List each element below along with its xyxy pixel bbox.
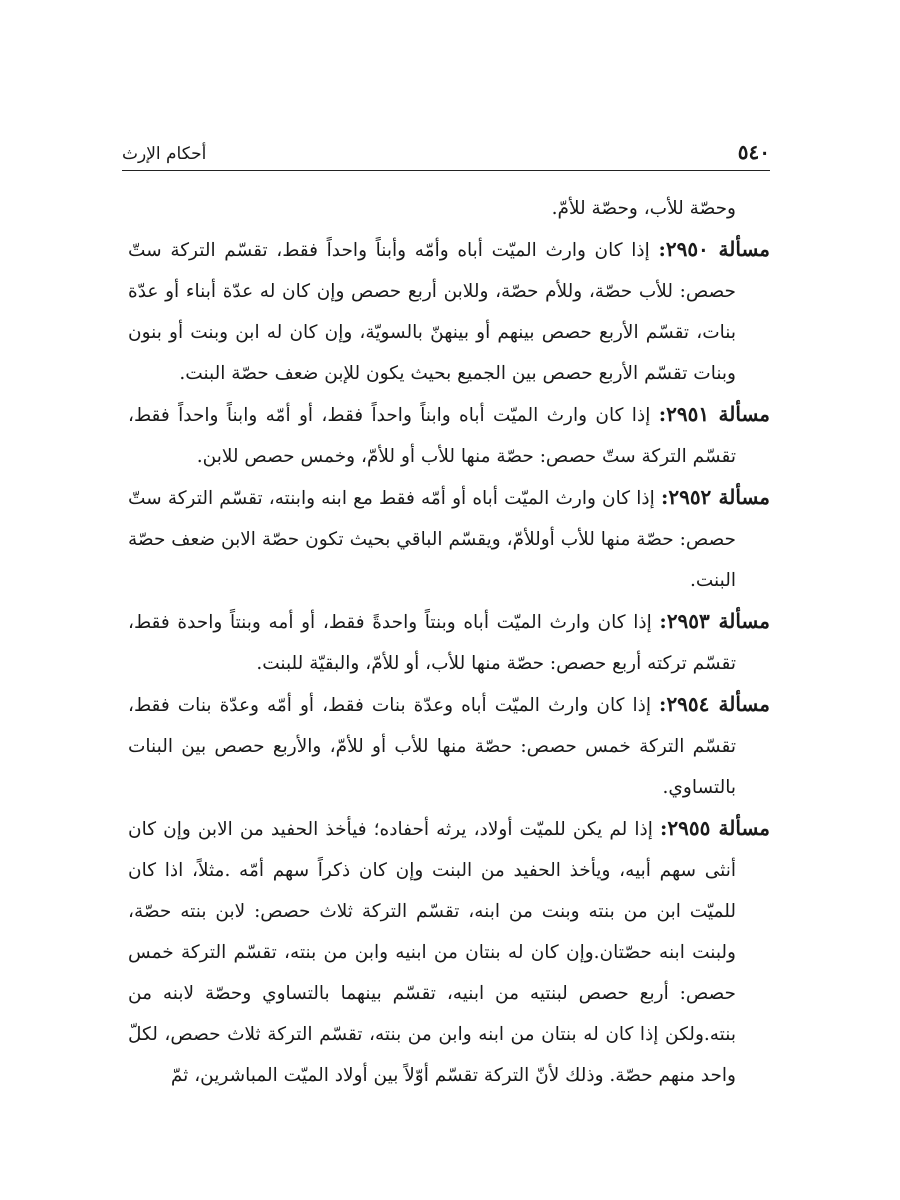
paragraph — [128, 477, 770, 601]
body-text — [128, 188, 770, 1096]
paragraph-text: إذا كان وارث الميّت أباه وابناً واحداً فقط، أو أمّه وابناً واحداً فقط، تقسّم التركة ستّ حصص: حصّة منها للأب أو للأمّ، وخمس حصص للابن. — [128, 405, 736, 467]
issue-label: مسألة ٢٩٥٤: — [659, 692, 770, 716]
issue-label: مسألة ٢٩٥٣: — [659, 609, 770, 633]
paragraph — [128, 394, 770, 477]
issue-label: مسألة ٢٩٥٥: — [660, 816, 771, 840]
paragraph-text: إذا كان وارث الميّت أباه أو أمّه فقط مع ابنه وابنته، تقسّم التركة ستّ حصص: حصّة منها للأب أوللأمّ، ويقسّم الباقي بحيث تكون حصّة الابن ضعف حصّة البنت. — [128, 488, 736, 591]
paragraph-text: إذا كان وارث الميّت أباه وبنتاً واحدةً فقط، أو أمه وبنتاً واحدة فقط، تقسّم تركته أربع حصص: حصّة منها للأب، أو للأمّ، والبقيّة للبنت. — [128, 612, 736, 674]
issue-label: مسألة ٢٩٥١: — [658, 402, 770, 426]
paragraph-text: إذا كان وارث الميّت أباه وأمّه وأبناً واحداً فقط، تقسّم التركة ستّ حصص: للأب حصّة، وللأم حصّة، وللابن أربع حصص وإن كان له عدّة أبناء أو عدّة بنات، تقسّم الأربع حصص بينهم أو بينهنّ بالسويّة، وإن كان له ابن وبنت أو بنون وبنات تقسّم الأربع حصص بين الجميع بحيث يكون للإبن ضعف حصّة البنت. — [128, 240, 736, 384]
paragraph — [128, 229, 770, 394]
issue-label: مسألة ٢٩٥٠: — [658, 237, 771, 261]
running-head: أحكام الإرث — [122, 144, 207, 164]
issue-label: مسألة ٢٩٥٢: — [660, 485, 771, 509]
paragraph-text: إذا كان وارث الميّت أباه وعدّة بنات فقط، أو أمّه وعدّة بنات فقط، تقسّم التركة خمس حصص: حصّة منها للأب أو للأمّ، والأربع حصص بين البنات بالتساوي. — [128, 695, 736, 798]
paragraph-text: وحصّة للأب، وحصّة للأمّ. — [551, 198, 736, 219]
paragraph — [128, 808, 770, 1096]
paragraph — [128, 684, 770, 808]
paragraph-text: إذا لم يكن للميّت أولاد، يرثه أحفاده؛ فيأخذ الحفيد من الابن وإن كان أنثى سهم أبيه، ويأخذ الحفيد من البنت وإن كان ذكراً سهم أمّه .مثلاً، اذا كان للميّت ابن من بنته وبنت من ابنه، تقسّم التركة ثلاث حصص: لابن بنته حصّة، ولبنت ابنه حصّتان.وإن كان له بنتان من ابنيه وابن من بنته، تقسّم التركة خمس حصص: أربع حصص لبنتيه من ابنيه، تقسّم بينهما بالتساوي وحصّة لابنه من بنته.ولكن إذا كان له بنتان من ابنه وابن من بنته، تقسّم التركة ثلاث حصص، لكلّ واحد منهم حصّة. وذلك لأنّ التركة تقسّم أوّلاً بين أولاد الميّت المباشرين، ثمّ — [128, 819, 736, 1086]
paragraph — [128, 601, 770, 684]
paragraph — [128, 188, 770, 229]
page-number: ٥٤٠ — [737, 140, 770, 164]
page-header — [122, 136, 770, 171]
